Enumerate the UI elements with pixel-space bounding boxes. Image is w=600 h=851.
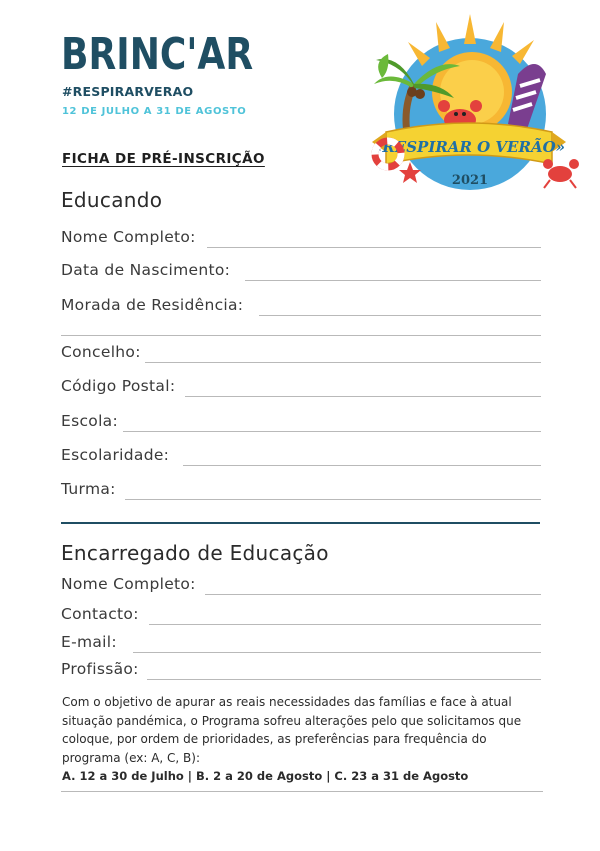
field-label: Escola: [61,412,119,430]
crab-icon [543,159,579,188]
preference-note [62,693,542,786]
field-data-nascimento[interactable] [61,257,541,281]
section-title-educando: Educando [61,188,163,212]
field-line[interactable] [205,594,541,595]
field-line[interactable] [185,396,541,397]
field-escolaridade[interactable] [61,442,541,466]
field-line[interactable] [147,679,541,680]
field-enc-contacto[interactable] [61,601,541,625]
form-title: FICHA DE PRÉ-INSCRIÇÃO [62,151,265,167]
field-line[interactable] [245,280,541,281]
field-line[interactable] [183,465,541,466]
field-label: Concelho: [61,343,141,361]
field-label: Nome Completo: [61,228,196,246]
logo-year: 2021 [451,173,489,188]
field-label: Código Postal: [61,377,176,395]
field-label: Escolaridade: [61,446,170,464]
field-label: Nome Completo: [61,575,196,593]
field-label: Profissão: [61,660,139,678]
field-line[interactable] [123,431,541,432]
field-turma[interactable] [61,476,541,500]
section-title-encarregado: Encarregado de Educação [61,541,329,565]
leaf-icon [378,54,388,78]
field-line[interactable] [133,652,541,653]
field-label: Morada de Residência: [61,296,244,314]
field-enc-nome-completo[interactable] [61,571,541,595]
brand-title: BRINC'AR [61,29,254,80]
field-label: Contacto: [61,605,139,623]
field-escola[interactable] [61,408,541,432]
field-nome-completo[interactable] [61,224,541,248]
field-enc-profissao[interactable] [61,656,541,680]
field-morada-continuation[interactable] [61,312,541,336]
field-codigo-postal[interactable] [61,373,541,397]
hashtag: #RESPIRARVERAO [62,84,194,99]
banner-text: «RESPIRAR O VERÃO» [372,138,566,156]
field-line[interactable] [145,362,541,363]
period-options: A. 12 a 30 de Julho | B. 2 a 20 de Agosto | C. 23 a 31 de Agosto [62,769,469,784]
note-text: Com o objetivo de apurar as reais necessidades das famílias e face à atual situação pandémica, o Programa sofreu alterações pelo que solicitamos que coloque, por ordem de prioridades, as preferências para frequência do programa (ex: A, C, B): [62,695,522,765]
field-label: E-mail: [61,633,117,651]
respirar-o-verao-logo [368,14,586,194]
program-dates: 12 DE JULHO A 31 DE AGOSTO [62,106,247,117]
section-divider [61,522,540,524]
field-label: Data de Nascimento: [61,261,231,279]
field-line[interactable] [61,335,541,336]
field-line[interactable] [149,624,541,625]
field-label: Turma: [61,480,116,498]
preference-answer-line[interactable] [61,791,543,792]
field-enc-email[interactable] [61,629,541,653]
field-concelho[interactable] [61,339,541,363]
field-line[interactable] [125,499,541,500]
field-line[interactable] [207,247,541,248]
